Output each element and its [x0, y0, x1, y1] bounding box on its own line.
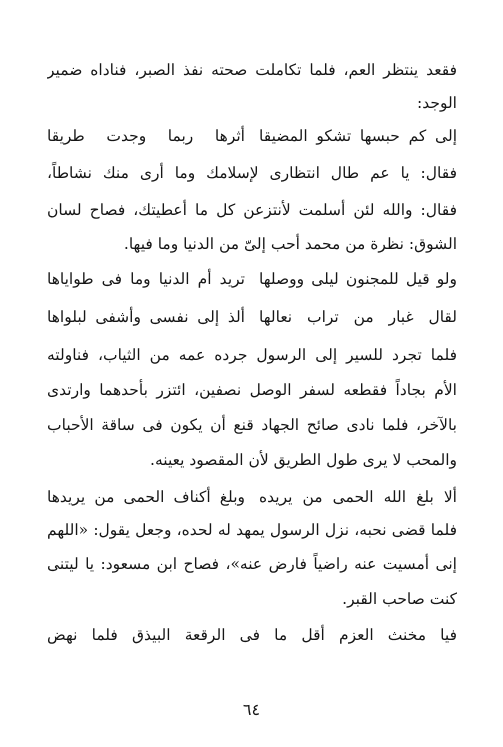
text-line: الوجد: [417, 94, 457, 112]
text-line: كنت صاحب القبر. [342, 590, 457, 608]
verse-second-hemistich: وبلغ أكناف الحمى من يريدها [47, 488, 245, 506]
text-line: فقعد ينتظر العم، فلما تكاملت صحته نفذ الصبر، فناداه ضمير [47, 61, 457, 79]
text-line: فلما قضى نحبه، نزل الرسول يمهد له لحده، وجعل يقول: «اللهم [47, 521, 457, 539]
text-line: فقال: والله لئن أسلمت لأنتزعن كل ما أعطيتك، فصاح لسان [47, 201, 457, 219]
text-line: بالآخر، فلما نادى صائح الجهاد قنع أن يكون فى ساقة الأحباب [47, 416, 457, 434]
verse-first-hemistich: ألا بلغ الله الحمى من يريده [259, 488, 457, 506]
verse-first-hemistich: ولو قيل للمجنون ليلى ووصلها [259, 270, 457, 288]
verse-line [47, 302, 457, 332]
page-number: ٦٤ [242, 700, 261, 719]
verse-second-hemistich: ألذ إلى نفسى وأشفى لبلواها [47, 308, 245, 326]
text-line: والمحب لا يرى طول الطريق لأن المقصود يعينه. [150, 451, 457, 469]
text-line: الأم بجاداً فقطعه لسفر الوصل نصفين، ائتزر بأحدهما وارتدى [47, 381, 457, 399]
verse-line [47, 264, 457, 294]
verse-line [47, 121, 457, 151]
verse-second-hemistich: أثرها ربما وجدت طريقا [47, 127, 245, 145]
verse-first-hemistich: لقال غبار من تراب نعالها [259, 308, 457, 326]
text-line: الشوق: نظرة من محمد أحب إلىّ من الدنيا وما فيها. [123, 235, 457, 253]
text-line: فقال: يا عم طال انتظارى لإسلامك وما أرى منك نشاطاً، [47, 164, 457, 182]
verse-first-hemistich: إلى كم حبسها تشكو المضيقا [259, 127, 457, 145]
text-line: إنى أمسيت عنه راضياً فارض عنه»، فصاح ابن مسعود: يا ليتنى [47, 555, 457, 573]
verse-second-hemistich: تريد أم الدنيا وما فى طواياها [47, 270, 245, 288]
text-line: فلما تجرد للسير إلى الرسول جرده عمه من الثياب، فناولته [47, 346, 457, 364]
verse-line [47, 482, 457, 512]
text-line: فيا مخنث العزم أقل ما فى الرقعة البيذق فلما نهض [47, 626, 457, 644]
